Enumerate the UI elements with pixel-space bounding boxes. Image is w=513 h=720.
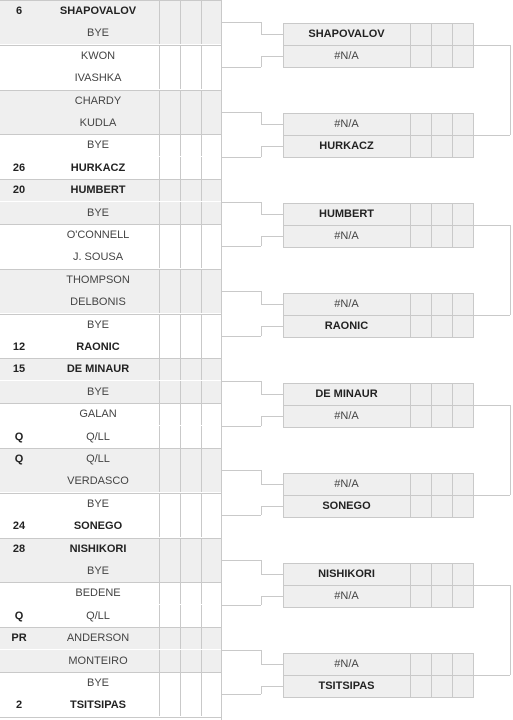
set-score-cell[interactable]	[159, 157, 180, 179]
set-score-cell[interactable]	[180, 381, 201, 403]
player-seed	[0, 291, 38, 313]
player-name: DELBONIS	[70, 296, 126, 308]
round2-player-name: #N/A	[334, 230, 359, 242]
bracket-connector	[261, 381, 262, 394]
player-row[interactable]	[0, 246, 221, 268]
bracket-connector	[261, 484, 283, 485]
round2-row-divider	[283, 135, 473, 136]
player-seed: Q	[14, 610, 24, 622]
set-score-cell[interactable]	[201, 426, 222, 448]
bracket-connector	[221, 650, 261, 651]
set-score-cell[interactable]	[180, 202, 201, 224]
player-name: DE MINAUR	[66, 363, 130, 375]
player-name: Q/LL	[86, 610, 110, 622]
player-row[interactable]	[0, 336, 221, 358]
player-name: BEDENE	[75, 587, 121, 599]
player-name: THOMPSON	[66, 274, 130, 286]
player-row[interactable]	[0, 314, 221, 336]
player-name: J. SOUSA	[72, 251, 124, 263]
player-row[interactable]	[0, 560, 221, 582]
set-score-cell[interactable]	[180, 246, 201, 268]
player-row[interactable]	[0, 650, 221, 672]
bracket-connector	[510, 585, 511, 675]
bracket-connector	[221, 381, 261, 382]
match-divider	[0, 358, 221, 359]
bracket-connector	[474, 315, 510, 316]
player-row[interactable]	[0, 694, 221, 716]
bracket-connector	[221, 470, 261, 471]
set-score-cell[interactable]	[180, 90, 201, 112]
set-score-cell[interactable]	[180, 134, 201, 156]
player-seed: 12	[12, 341, 26, 353]
player-row[interactable]	[0, 672, 221, 694]
round2-player-name: NISHIKORI	[318, 568, 375, 580]
bracket-connector	[261, 394, 283, 395]
player-row[interactable]	[0, 45, 221, 67]
player-row[interactable]	[0, 515, 221, 537]
player-name: BYE	[86, 677, 109, 689]
player-name: MONTEIRO	[68, 655, 128, 667]
player-name: BYE	[86, 319, 109, 331]
set-score-cell[interactable]	[201, 179, 222, 201]
player-row[interactable]	[0, 403, 221, 425]
match-divider	[0, 45, 221, 46]
match-divider	[0, 269, 221, 270]
player-seed	[0, 672, 38, 694]
bracket-connector	[261, 291, 262, 304]
set-score-cell[interactable]	[201, 470, 222, 492]
match-divider	[0, 134, 221, 135]
player-seed	[0, 90, 38, 112]
set-score-cell[interactable]	[159, 694, 180, 716]
set-score-cell[interactable]	[201, 403, 222, 425]
set-score-cell[interactable]	[180, 538, 201, 560]
set-score-cell[interactable]	[180, 224, 201, 246]
set-score-cell[interactable]	[201, 0, 222, 22]
set-score-cell[interactable]	[201, 134, 222, 156]
player-seed: Q	[14, 431, 24, 443]
set-score-cell[interactable]	[201, 291, 222, 313]
set-score-cell[interactable]	[159, 134, 180, 156]
player-row[interactable]	[0, 426, 221, 448]
player-row[interactable]	[0, 67, 221, 89]
round1-right-border	[221, 0, 222, 720]
round2-player-name: #N/A	[334, 478, 359, 490]
round2-row-divider	[283, 45, 473, 46]
bracket-connector	[474, 495, 510, 496]
player-row[interactable]	[0, 269, 221, 291]
bracket-connector	[261, 560, 262, 574]
match-divider	[0, 314, 221, 315]
round2-player-name: SHAPOVALOV	[308, 28, 385, 40]
player-name: Q/LL	[86, 453, 110, 465]
player-seed	[0, 202, 38, 224]
player-name: HURKACZ	[70, 162, 126, 174]
player-name: Q/LL	[86, 431, 110, 443]
player-row[interactable]	[0, 605, 221, 627]
set-score-cell[interactable]	[201, 605, 222, 627]
set-score-cell[interactable]	[201, 694, 222, 716]
player-seed	[0, 650, 38, 672]
set-score-cell[interactable]	[201, 336, 222, 358]
match-divider	[0, 403, 221, 404]
bracket-connector	[261, 146, 283, 147]
set-score-cell[interactable]	[159, 470, 180, 492]
round2-row-divider	[283, 675, 473, 676]
player-name: BYE	[86, 27, 109, 39]
set-score-cell[interactable]	[180, 515, 201, 537]
set-score-cell[interactable]	[201, 67, 222, 89]
set-score-cell[interactable]	[201, 538, 222, 560]
set-score-cell[interactable]	[159, 22, 180, 44]
set-score-cell[interactable]	[201, 381, 222, 403]
bracket-connector	[261, 686, 283, 687]
player-seed: 15	[12, 363, 26, 375]
player-seed	[0, 246, 38, 268]
player-seed	[0, 470, 38, 492]
player-seed: 24	[12, 520, 26, 532]
set-score-cell[interactable]	[201, 45, 222, 67]
player-row[interactable]	[0, 381, 221, 403]
player-name: CHARDY	[74, 95, 122, 107]
match-divider	[0, 224, 221, 225]
set-score-cell[interactable]	[159, 67, 180, 89]
set-score-cell[interactable]	[180, 67, 201, 89]
round2-player-name: RAONIC	[324, 320, 369, 332]
round2-player-name: DE MINAUR	[315, 388, 378, 400]
bracket-connector	[261, 34, 283, 35]
player-seed	[0, 493, 38, 515]
match-divider	[0, 717, 221, 718]
set-score-cell[interactable]	[159, 112, 180, 134]
set-score-cell[interactable]	[159, 403, 180, 425]
round2-player-name: #N/A	[334, 410, 359, 422]
set-score-cell[interactable]	[159, 291, 180, 313]
match-divider	[0, 627, 221, 628]
bracket-connector	[261, 112, 262, 124]
set-score-cell[interactable]	[159, 179, 180, 201]
bracket-connector	[261, 236, 262, 246]
player-seed	[0, 560, 38, 582]
bracket-connector	[221, 694, 261, 695]
bracket-connector	[221, 246, 261, 247]
set-score-cell[interactable]	[180, 112, 201, 134]
set-score-cell[interactable]	[201, 246, 222, 268]
player-seed	[0, 582, 38, 604]
player-name: VERDASCO	[67, 475, 129, 487]
round2-row-divider	[283, 585, 473, 586]
bracket-connector	[510, 225, 511, 315]
bracket-connector	[261, 56, 283, 57]
set-score-cell[interactable]	[180, 179, 201, 201]
player-seed	[0, 112, 38, 134]
player-row[interactable]	[0, 291, 221, 313]
set-score-cell[interactable]	[159, 224, 180, 246]
bracket-connector	[474, 45, 510, 46]
player-name: BYE	[86, 386, 109, 398]
set-score-cell[interactable]	[159, 672, 180, 694]
bracket-connector	[510, 45, 511, 135]
set-score-cell[interactable]	[159, 269, 180, 291]
bracket-connector	[221, 67, 261, 68]
player-seed	[0, 314, 38, 336]
player-row[interactable]	[0, 493, 221, 515]
player-row[interactable]	[0, 224, 221, 246]
bracket-connector	[261, 686, 262, 694]
set-score-cell[interactable]	[201, 202, 222, 224]
set-score-cell[interactable]	[180, 45, 201, 67]
set-score-cell[interactable]	[159, 45, 180, 67]
round2-player-name: #N/A	[334, 50, 359, 62]
bracket-connector	[261, 124, 283, 125]
bracket-connector	[261, 214, 283, 215]
bracket-connector	[510, 405, 511, 495]
set-score-cell[interactable]	[159, 538, 180, 560]
player-name: SONEGO	[73, 520, 123, 532]
player-seed	[0, 45, 38, 67]
player-row[interactable]	[0, 538, 221, 560]
set-score-cell[interactable]	[201, 582, 222, 604]
match-divider	[0, 448, 221, 449]
bracket-connector	[261, 236, 283, 237]
player-seed	[0, 224, 38, 246]
set-score-cell[interactable]	[159, 605, 180, 627]
set-score-cell[interactable]	[159, 202, 180, 224]
bracket-connector	[261, 416, 283, 417]
set-score-cell[interactable]	[159, 90, 180, 112]
set-score-cell[interactable]	[159, 246, 180, 268]
set-score-cell[interactable]	[180, 672, 201, 694]
bracket-connector	[261, 56, 262, 67]
round2-player-name: TSITSIPAS	[318, 680, 375, 692]
match-divider	[0, 179, 221, 180]
player-name: TSITSIPAS	[69, 699, 127, 711]
bracket-connector	[261, 326, 283, 327]
set-score-cell[interactable]	[180, 0, 201, 22]
set-score-cell[interactable]	[180, 291, 201, 313]
player-row[interactable]	[0, 627, 221, 649]
set-score-cell[interactable]	[180, 650, 201, 672]
round2-row-divider	[283, 495, 473, 496]
player-seed	[0, 403, 38, 425]
player-seed	[0, 134, 38, 156]
player-seed: 26	[12, 162, 26, 174]
player-row[interactable]	[0, 179, 221, 201]
set-score-cell[interactable]	[180, 403, 201, 425]
player-seed	[0, 269, 38, 291]
player-seed: 28	[12, 543, 26, 555]
set-score-cell[interactable]	[159, 336, 180, 358]
set-score-cell[interactable]	[180, 336, 201, 358]
set-score-cell[interactable]	[201, 560, 222, 582]
player-name: BYE	[86, 498, 109, 510]
bracket-connector	[221, 515, 261, 516]
bracket-connector	[221, 112, 261, 113]
bracket-connector	[261, 596, 262, 605]
player-row[interactable]	[0, 582, 221, 604]
bracket-connector	[221, 22, 261, 23]
set-score-cell[interactable]	[180, 269, 201, 291]
player-row[interactable]	[0, 448, 221, 470]
bracket-connector	[261, 304, 283, 305]
set-score-cell[interactable]	[180, 22, 201, 44]
bracket-connector	[474, 405, 510, 406]
round2-player-name: #N/A	[334, 658, 359, 670]
player-name: ANDERSON	[66, 632, 130, 644]
set-score-cell[interactable]	[159, 358, 180, 380]
set-score-cell[interactable]	[180, 582, 201, 604]
bracket-connector	[261, 506, 283, 507]
set-score-cell[interactable]	[180, 560, 201, 582]
bracket-connector	[221, 336, 261, 337]
player-row[interactable]	[0, 202, 221, 224]
bracket-connector	[261, 202, 262, 214]
player-seed	[0, 381, 38, 403]
bracket-connector	[221, 202, 261, 203]
player-name: KWON	[80, 50, 116, 62]
bracket-connector	[221, 426, 261, 427]
match-divider	[0, 493, 221, 494]
bracket-connector	[221, 291, 261, 292]
set-score-cell[interactable]	[159, 582, 180, 604]
set-score-cell[interactable]	[180, 314, 201, 336]
bracket-connector	[474, 135, 510, 136]
player-row[interactable]	[0, 470, 221, 492]
bracket-connector	[261, 416, 262, 426]
round2-player-name: #N/A	[334, 298, 359, 310]
round2-row-divider	[283, 405, 473, 406]
bracket-connector	[261, 506, 262, 515]
set-score-cell[interactable]	[180, 470, 201, 492]
round2-player-name: #N/A	[334, 590, 359, 602]
player-name: BYE	[86, 565, 109, 577]
round2-player-name: HUMBERT	[319, 208, 374, 220]
match-divider	[0, 90, 221, 91]
bracket-connector	[261, 596, 283, 597]
player-row[interactable]	[0, 22, 221, 44]
player-seed: 20	[12, 184, 26, 196]
player-name: NISHIKORI	[69, 543, 127, 555]
bracket-connector	[261, 146, 262, 157]
set-score-cell[interactable]	[159, 515, 180, 537]
player-name: O'CONNELL	[66, 229, 130, 241]
set-score-cell[interactable]	[159, 426, 180, 448]
set-score-cell[interactable]	[159, 448, 180, 470]
player-seed: PR	[11, 632, 27, 644]
set-score-cell[interactable]	[180, 605, 201, 627]
player-seed: 2	[15, 699, 23, 711]
set-score-cell[interactable]	[201, 358, 222, 380]
match-divider	[0, 538, 221, 539]
player-row[interactable]	[0, 0, 221, 22]
round2-row-divider	[283, 315, 473, 316]
player-name: RAONIC	[76, 341, 120, 353]
set-score-cell[interactable]	[159, 493, 180, 515]
set-score-cell[interactable]	[201, 448, 222, 470]
set-score-cell[interactable]	[201, 22, 222, 44]
set-score-cell[interactable]	[159, 627, 180, 649]
set-score-cell[interactable]	[180, 358, 201, 380]
bracket-connector	[221, 605, 261, 606]
player-row[interactable]	[0, 134, 221, 156]
player-row[interactable]	[0, 112, 221, 134]
round2-player-name: SONEGO	[322, 500, 371, 512]
set-score-cell[interactable]	[159, 560, 180, 582]
bracket-connector	[261, 574, 283, 575]
set-score-cell[interactable]	[180, 157, 201, 179]
set-score-cell[interactable]	[201, 650, 222, 672]
set-score-cell[interactable]	[201, 224, 222, 246]
bracket-connector	[221, 560, 261, 561]
player-name: IVASHKA	[74, 72, 122, 84]
player-row[interactable]	[0, 358, 221, 380]
set-score-cell[interactable]	[201, 672, 222, 694]
match-divider	[0, 0, 221, 1]
bracket-connector	[474, 585, 510, 586]
set-score-cell[interactable]	[159, 314, 180, 336]
set-score-cell[interactable]	[201, 515, 222, 537]
bracket-connector	[261, 22, 262, 34]
player-name: KUDLA	[79, 117, 117, 129]
set-score-cell[interactable]	[180, 448, 201, 470]
bracket-connector	[474, 675, 510, 676]
player-name: HUMBERT	[70, 184, 126, 196]
bracket-connector	[261, 326, 262, 336]
set-score-cell[interactable]	[201, 157, 222, 179]
player-name: SHAPOVALOV	[59, 5, 137, 17]
player-row[interactable]	[0, 90, 221, 112]
player-name: BYE	[86, 207, 109, 219]
set-score-cell[interactable]	[180, 694, 201, 716]
set-score-cell[interactable]	[201, 314, 222, 336]
player-seed	[0, 67, 38, 89]
player-seed	[0, 22, 38, 44]
round2-player-name: #N/A	[334, 118, 359, 130]
player-name: GALAN	[79, 408, 117, 420]
player-row[interactable]	[0, 157, 221, 179]
set-score-cell[interactable]	[201, 112, 222, 134]
round2-row-divider	[283, 225, 473, 226]
set-score-cell[interactable]	[180, 627, 201, 649]
bracket-connector	[221, 157, 261, 158]
match-divider	[0, 582, 221, 583]
player-seed: Q	[14, 453, 24, 465]
player-seed: 6	[15, 5, 23, 17]
set-score-cell[interactable]	[201, 627, 222, 649]
player-name: BYE	[86, 139, 109, 151]
bracket-connector	[474, 225, 510, 226]
set-score-cell[interactable]	[201, 90, 222, 112]
set-score-cell[interactable]	[159, 381, 180, 403]
set-score-cell[interactable]	[159, 0, 180, 22]
set-score-cell[interactable]	[159, 650, 180, 672]
bracket-connector	[261, 650, 262, 664]
round2-player-name: HURKACZ	[319, 140, 374, 152]
set-score-cell[interactable]	[201, 493, 222, 515]
set-score-cell[interactable]	[180, 493, 201, 515]
match-divider	[0, 672, 221, 673]
set-score-cell[interactable]	[180, 426, 201, 448]
bracket-connector	[261, 470, 262, 484]
set-score-cell[interactable]	[201, 269, 222, 291]
bracket-connector	[261, 664, 283, 665]
